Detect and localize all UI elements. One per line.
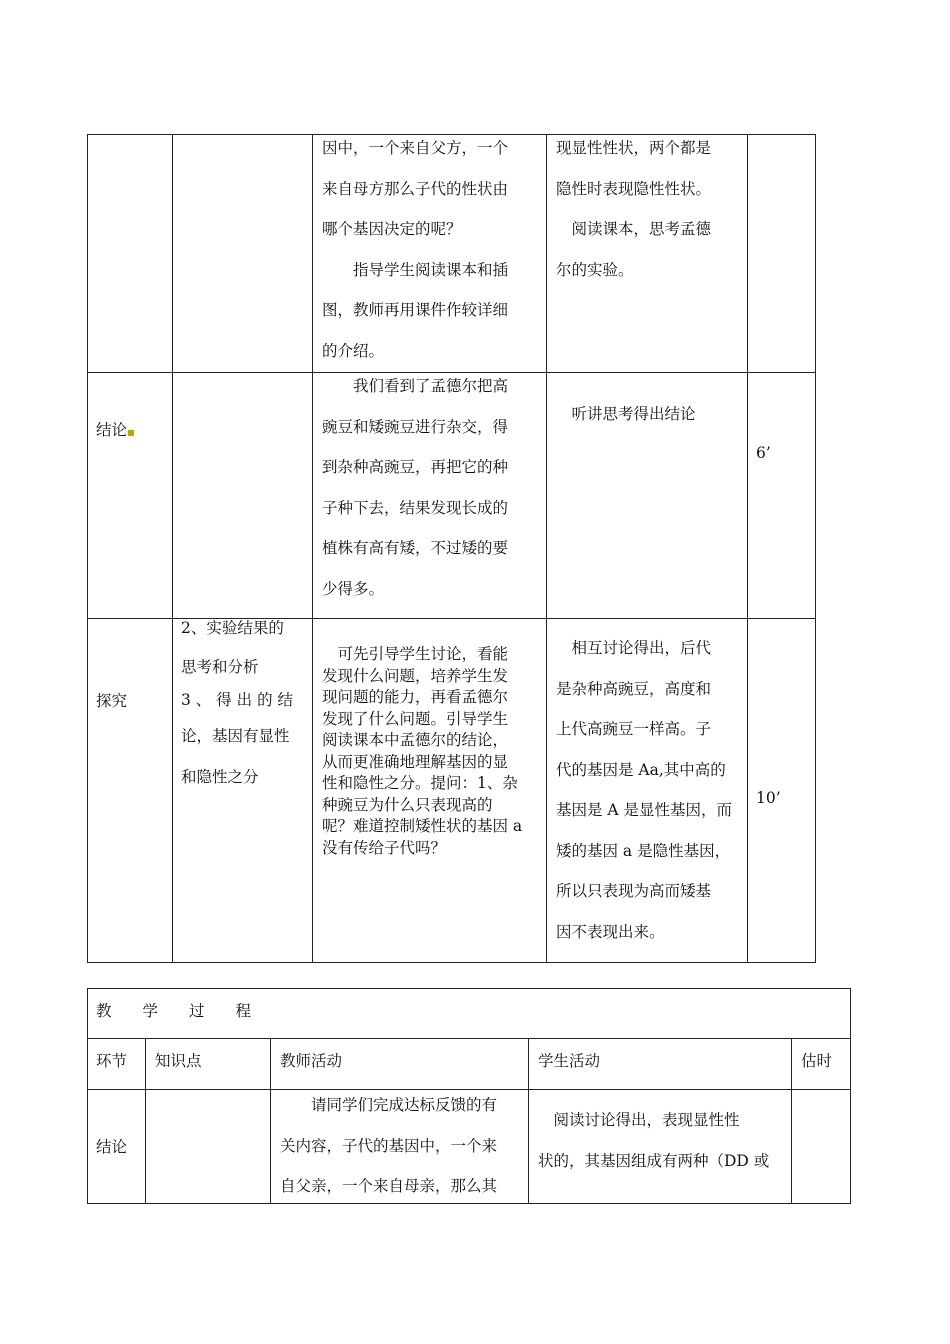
stage-cell: 探究 <box>96 692 128 710</box>
edit-mark-icon: ■ <box>127 428 135 437</box>
header-knowledge: 知识点 <box>155 1052 202 1070</box>
stage-cell: 结论 <box>96 1138 128 1156</box>
teacher-activity-cell: 我们看到了孟德尔把高 豌豆和矮豌豆进行杂交，得 到杂种高豌豆，再把它的种 子种下去，结果发现长成的 植株有高有矮，不过矮的要 少得多。 <box>322 377 509 598</box>
student-activity-cell: 听讲思考得出结论 <box>556 405 696 423</box>
student-activity-cell: 相互讨论得出，后代 是杂种高豌豆，高度和 上代高豌豆一样高。子 代的基因是 Aa,其中高的 基因是 A 是显性基因，而 矮的基因 a 是隐性基因， 所以只表现为高而矮基 因不表现出来。 <box>556 639 733 941</box>
header-student-activity: 学生活动 <box>538 1052 601 1070</box>
knowledge-cell: 2、实验结果的 思考和分析 3 、 得 出 的 结 论，基因有显性 和隐性之分 <box>181 619 293 786</box>
student-activity-cell: 现显性性状，两个都是 隐性时表现隐性性状。 阅读课本，思考孟德 尔的实验。 <box>556 139 712 279</box>
header-stage: 环节 <box>96 1052 128 1070</box>
header-teacher-activity: 教师活动 <box>280 1052 343 1070</box>
time-cell: 10’ <box>756 789 781 807</box>
time-cell: 6’ <box>756 444 771 462</box>
stage-cell: 结论■ <box>96 421 135 439</box>
table-title: 教 学 过 程 <box>96 1002 252 1020</box>
teacher-activity-cell: 可先引导学生讨论，看能 发现什么问题，培养学生发 现问题的能力，再看孟德尔 发现了什么问题。引导学生 阅读课本中孟德尔的结论， 从而更准确地理解基因的显 性和隐性之分。提问：1、杂 种豌豆为什么只表现高的 呢？难道控制矮性状的基因 a 没有传给子代吗？ <box>322 645 523 857</box>
teacher-activity-cell: 请同学们完成达标反馈的有 关内容，子代的基因中，一个来 自父亲，一个来自母亲，那么其 <box>280 1096 498 1195</box>
teacher-activity-cell: 因中，一个来自父方，一个 来自母方那么子代的性状由 哪个基因决定的呢？ 指导学生阅读课本和插 图，教师再用课件作较详细 的介绍。 <box>322 139 509 360</box>
student-activity-cell: 阅读讨论得出，表现显性性 状的，其基因组成有两种（DD 或 <box>538 1111 770 1170</box>
header-time: 估时 <box>801 1052 833 1070</box>
